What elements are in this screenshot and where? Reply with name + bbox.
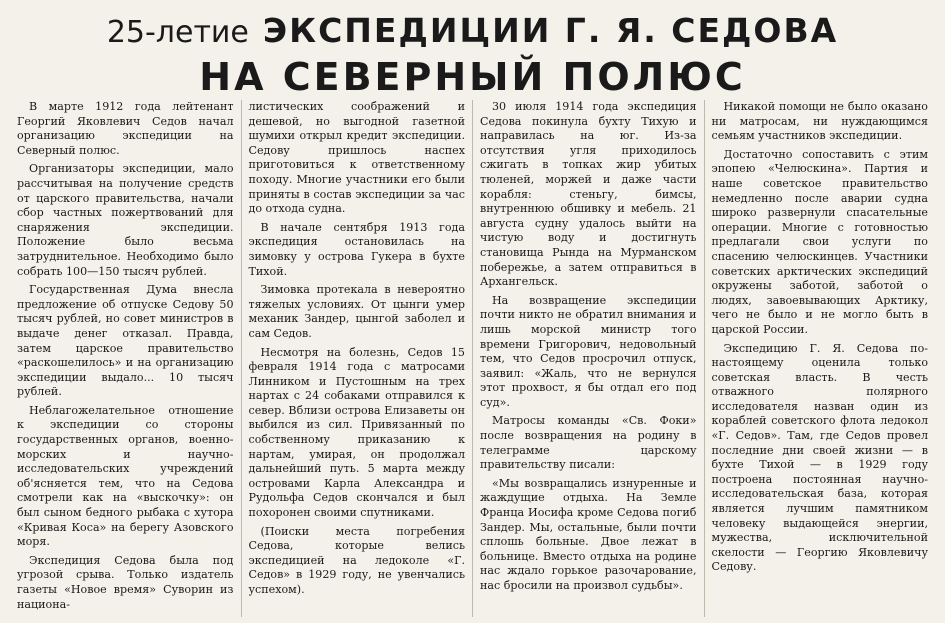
paragraph: На возвращение экспедиции почти никто не обратил внимания и лишь морской министр того времени Григорович, недовольный тем, что Седов просрочил отпуск, заявил: «Жаль, что не вернулся этот прохвост, я бы отдал его под суд».	[480, 293, 697, 409]
headline-expedition: ЭКСПЕДИЦИИ Г. Я. СЕДОВА	[262, 11, 839, 50]
article-column-2	[241, 100, 473, 617]
article-column-3	[472, 100, 704, 617]
paragraph: «Мы возвращались изнуренные и жаждущие отдыха. На Земле Франца Иосифа кроме Седова погиб Зандер. Мы, остальные, были почти сплошь больные. Двое лежат в больнице. Вместо отдыха на родине нас ждало горькое разочарование, нас бросили на произвол судьбы».	[480, 476, 697, 592]
headline	[10, 11, 935, 99]
headline-line-1	[10, 11, 935, 50]
article-columns	[10, 100, 935, 617]
paragraph: Неблагожелательное отношение к экспедиции со стороны государственных органов, военно-морских и научно-исследовательских учреждений об'ясняется тем, что на Седова смотрели как на «выскочку»: он был сыном бедного рыбака с хутора «Кривая Коса» на берегу Азовского моря.	[17, 403, 234, 549]
paragraph: 30 июля 1914 года экспедиция Седова покинула бухту Тихую и направилась на юг. Из-за отсутствия угля приходилось сжигать в топках жир убитых тюленей, моржей и даже части корабля: стеньгу, бимсы, внутреннюю обшивку и мебель. 21 августа судну удалось выйти на чистую воду и достигнуть становища Рында на Мурманском побережье, а затем отправиться в Архангельск.	[480, 100, 697, 289]
paragraph: В начале сентября 1913 года экспедиция остановилась на зимовку у острова Гукера в бухте Тихой.	[248, 220, 465, 278]
paragraph: Организаторы экспедиции, мало рассчитывая на получение средств от царского правительства, начали сбор частных пожертвований для снаряжения экспедиции. Положение было весьма затруднительное. Необходимо было собрать 100—150 тысяч рублей.	[17, 162, 234, 278]
paragraph: Матросы команды «Св. Фоки» после возвращения на родину в телеграмме царскому правительству писали:	[480, 414, 697, 472]
paragraph: листических соображений и дешевой, но выгодной газетной шумихи открыл кредит экспедиции. Седову пришлось наспех приготовиться к ответственному походу. Многие участники его были приняты в состав экспедиции за час до отхода судна.	[248, 100, 465, 216]
paragraph: Достаточно сопоставить с этим эпопею «Челюскина». Партия и наше советское правительство немедленно после аварии судна широко развернули спасательные операции. Многие с готовностью предлагали свои услуги по спасению челюскинцев. Участники советских арктических экспедиций окружены заботой, заботой о людях, завоевывающих Арктику, чего не было и не могло быть в царской России.	[711, 147, 928, 336]
paragraph: В марте 1912 года лейтенант Георгий Яковлевич Седов начал организацию экспедиции на Северный полюс.	[17, 100, 234, 157]
paragraph: Никакой помощи не было оказано ни матросам, ни нуждающимся семьям участников экспедиции.	[711, 100, 928, 143]
paragraph: Государственная Дума внесла предложение об отпуске Седову 50 тысяч рублей, но совет министров в выдаче денег отказал. Правда, затем царское правительство «раскошелилось» и на организацию экспедиции выдало... 10 тысяч рублей.	[17, 283, 234, 399]
article-column-4	[704, 100, 936, 617]
paragraph: Несмотря на болезнь, Седов 15 февраля 1914 года с матросами Линником и Пустошным на трех нартах с 24 собаками отправился к север. Вблизи острова Елизаветы он выбился из сил. Привязанный по собственному приказанию к нартам, умирая, он продолжал дальнейший путь. 5 марта между островами Карла Александра и Рудольфа Седов скончался и был похоронен своими спутниками.	[248, 345, 465, 520]
headline-line-2: НА СЕВЕРНЫЙ ПОЛЮС	[199, 55, 746, 99]
paragraph: Зимовка протекала в невероятно тяжелых условиях. От цынги умер механик Зандер, цынгой заболел и сам Седов.	[248, 283, 465, 340]
headline-anniversary: 25-летие	[106, 15, 249, 50]
paragraph: Экспедицию Г. Я. Седова по-настоящему оценила только советская власть. В честь отважного полярного исследователя назван один из кораблей советского флота ледокол «Г. Седов». Там, где Седов провел последние дни своей жизни — в бухте Тихой — в 1929 году построена постоянная научно-исследовательская база, которая является лучшим памятником человеку выдающейся энергии, мужества, исключительной скелости — Георгию Яковлевичу Седову.	[711, 341, 928, 574]
article-column-1	[10, 100, 241, 617]
paragraph: Экспедиция Седова была под угрозой срыва. Только издатель газеты «Новое время» Суворин из национа-	[17, 553, 234, 611]
paragraph: (Поиски места погребения Седова, которые велись экспедицией на ледоколе «Г. Седов» в 1929 году, не увенчались успехом).	[248, 524, 465, 596]
